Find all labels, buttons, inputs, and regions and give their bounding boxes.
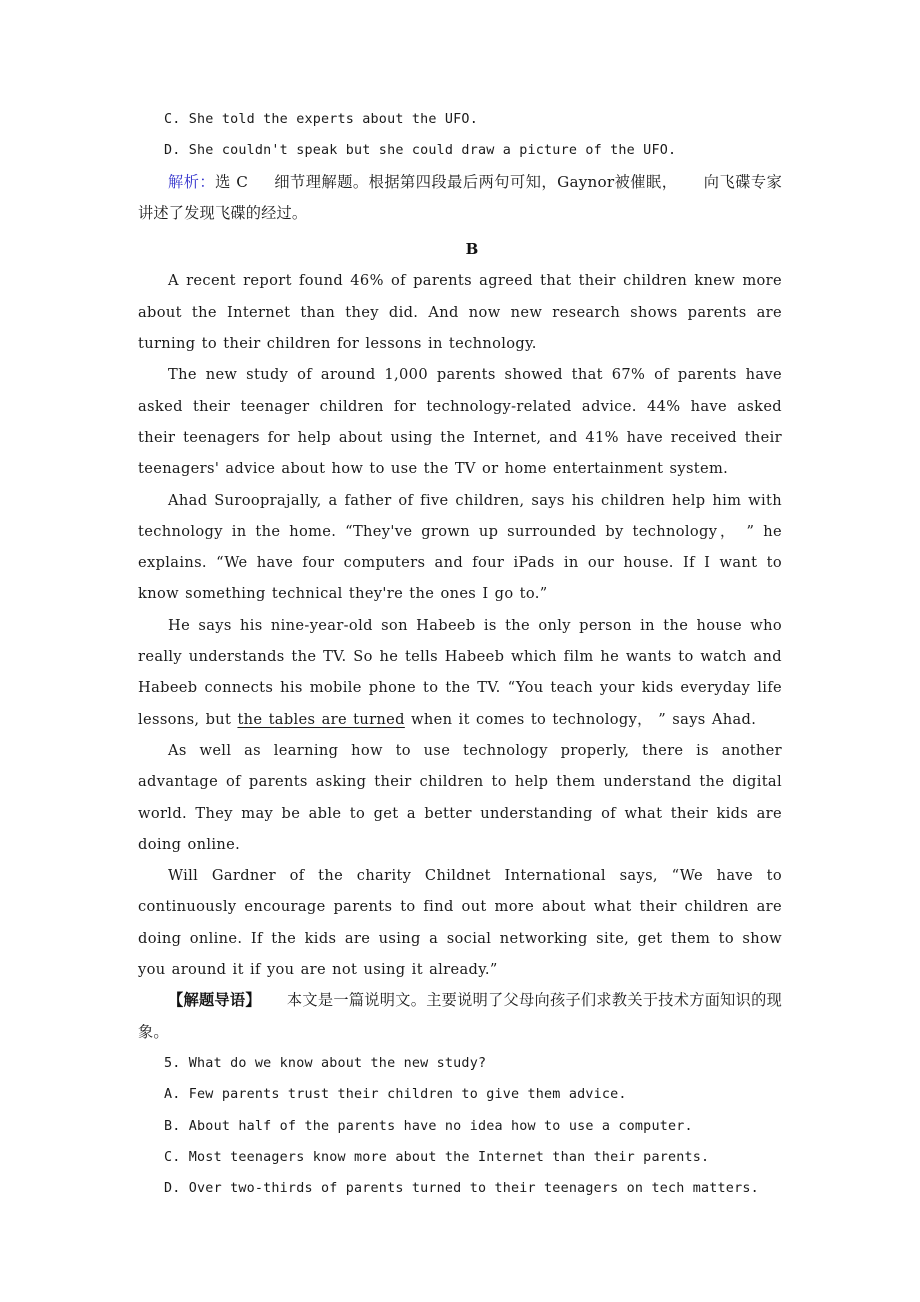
analysis-block [138, 167, 782, 230]
passage-paragraph-1: A recent report found 46% of parents agreed that their children knew more about the Internet than they did. And now new research shows parents are turning to their children for lessons in technology. [138, 272, 782, 353]
question-5-option-a: A. Few parents trust their children to give them advice. [164, 1087, 627, 1103]
habeeb-text-part2: when it comes to technology， ” says Ahad. [404, 710, 757, 728]
passage-paragraph-habeeb [138, 610, 782, 735]
section-letter-b: B [465, 240, 479, 259]
passage-paragraph-2: The new study of around 1,000 parents showed that 67% of parents have asked their teenager children for technology-related advice. 44% have asked their teenagers for help about using the Internet, and 41% have received their teenagers' advice about how to use the TV or home entertainment system. [138, 366, 782, 478]
passage-paragraph-6: Will Gardner of the charity Childnet International says, “We have to continuously encourage parents to find out more about what their children are doing online. If the kids are using a social networking site, get them to show you around it if you are not using it already.” [138, 867, 782, 979]
question-5-option-c: C. Most teenagers know more about the Internet than their parents. [164, 1149, 710, 1165]
analysis-text-2: 被催眠， [614, 172, 678, 191]
analysis-colon: ： [199, 172, 216, 191]
analysis-text-4: 述了发现飞碟的经过。 [153, 203, 308, 222]
guide-block [138, 985, 782, 1048]
analysis-text-3: 向飞碟专家讲 [138, 172, 782, 222]
passage-paragraph-3: Ahad Surooprajally, a father of five children, says his children help him with technology in the home. “They've grown up surrounded by technology， ” he explains. “We have four computers and four iPads in our house. If I want to know something technical they're the ones I go to.” [138, 491, 782, 603]
analysis-name: Gaynor [557, 172, 615, 191]
guide-label: 【解题导语】 [168, 991, 261, 1010]
guide-text: 本文是一篇说明文。主要说明了父母向孩子们求教关于技术方面知识的现象。 [138, 991, 782, 1041]
question-5-option-b: B. About half of the parents have no idea how to use a computer. [164, 1118, 693, 1134]
analysis-text-1: 细节理解题。根据第四段最后两句可知， [274, 172, 558, 191]
question-5-option-d: D. Over two-thirds of parents turned to their teenagers on tech matters. [164, 1181, 759, 1197]
question-5-stem: 5. What do we know about the new study? [164, 1055, 487, 1071]
page-content [138, 104, 782, 1204]
analysis-answer: 选 C [215, 172, 249, 191]
option-d-previous: D. She couldn't speak but she could draw a picture of the UFO. [164, 143, 677, 159]
underlined-phrase-tables-are-turned: the tables are turned [237, 710, 405, 728]
analysis-label: 解析 [168, 172, 200, 191]
option-c-previous: C. She told the experts about the UFO. [164, 112, 478, 127]
habeeb-text-part1: He says his nine-year-old son Habeeb is the only person in the house who really understands the TV. So he tells Habeeb which film he wants to watch and Habeeb connects his mobile phone to the TV. “You teach your kids everyday life lessons, but [138, 616, 782, 728]
passage-paragraph-5: As well as learning how to use technology properly, there is another advantage of parents asking their children to help them understand the digital world. They may be able to get a better understanding of what their kids are doing online. [138, 741, 782, 853]
